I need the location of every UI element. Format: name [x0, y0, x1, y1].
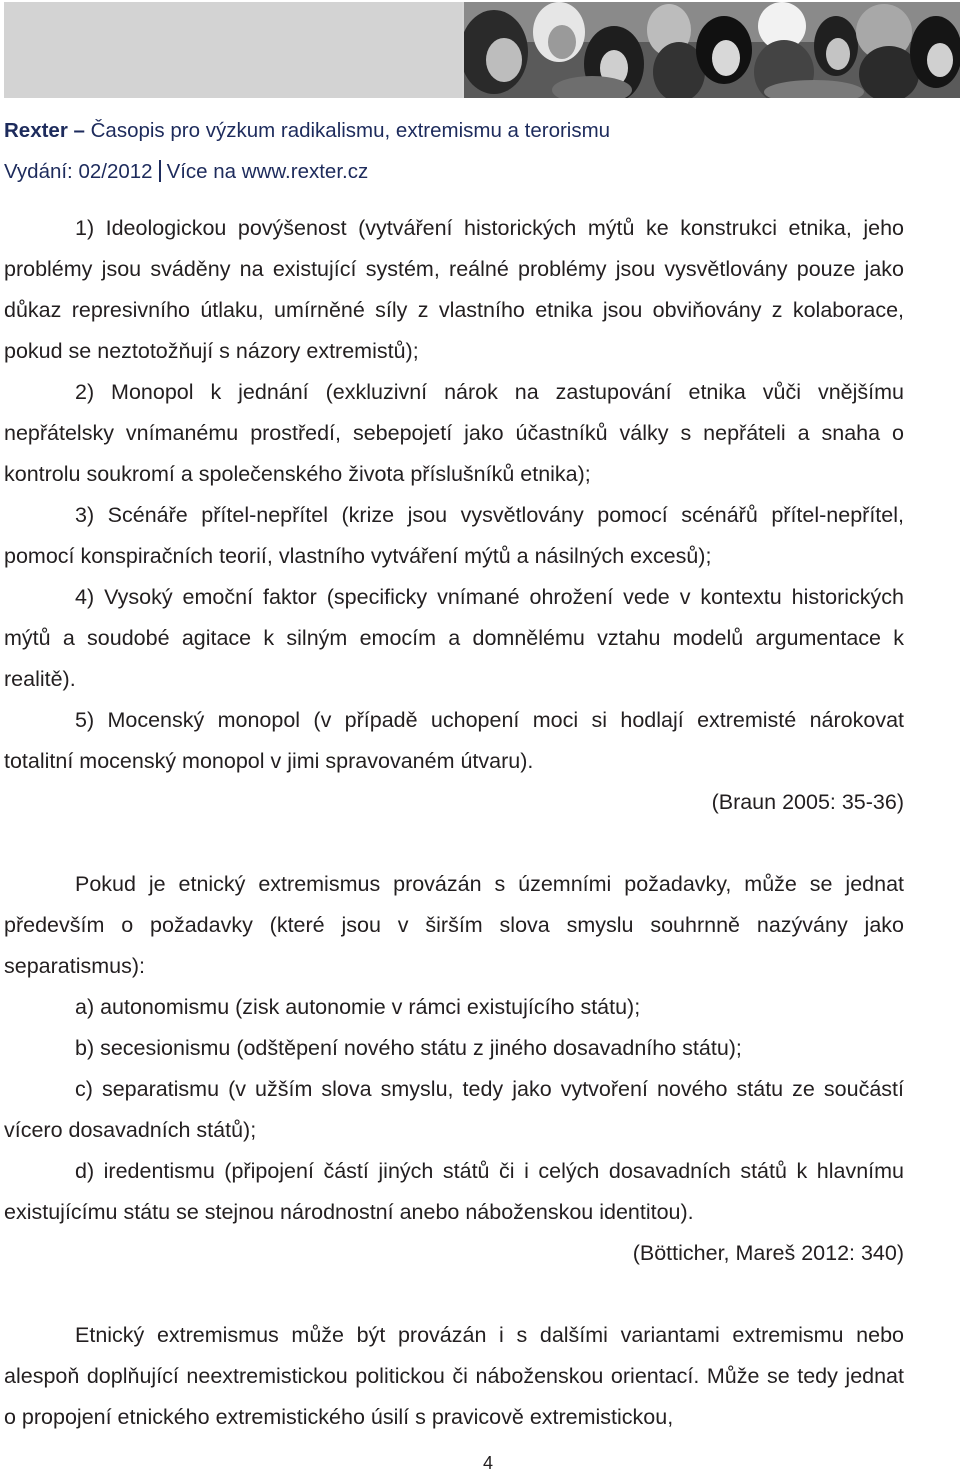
issue-line	[4, 151, 904, 192]
list-item-5: 5) Mocenský monopol (v případě uchopení moci si hodlají extremisté nárokovat totalitní mocenský monopol v jimi spravovaném útvaru).	[4, 708, 904, 773]
list-item-1: 1) Ideologickou povýšenost (vytváření historických mýtů ke konstrukci etnika, jeho problémy jsou sváděny na existující systém, reálné problémy jsou vysvětlovány pouze jako důkaz represivního útlaku, umírněné síly z vlastního etnika jsou obviňovány z kolaborace, pokud se neztotožňují s názory extremistů);	[4, 216, 904, 363]
list-item-d: d) iredentismu (připojení částí jiných států či i celých dosavadních států k hlavnímu existujícímu státu se stejnou národnostní anebo náboženskou identitou).	[4, 1159, 904, 1224]
list-item-a: a) autonomismu (zisk autonomie v rámci existujícího státu);	[75, 995, 641, 1019]
issue-label: Vydání: 02/2012	[4, 160, 153, 183]
masthead	[4, 110, 904, 192]
header-banner	[4, 2, 960, 98]
banner-grey-panel	[4, 2, 462, 98]
spacer	[4, 823, 904, 864]
crowd-photo	[464, 2, 960, 98]
spacer	[4, 1274, 904, 1315]
journal-title-line	[4, 110, 904, 151]
paragraph-ethnic-extremism: Etnický extremismus může být provázán i s dalšími variantami extremismu nebo alespoň doplňující neextremistickou politickou či náboženskou orientací. Může se tedy jednat o propojení etnického extremistického úsilí s pravicově extremistickou,	[4, 1323, 904, 1429]
list-item-3: 3) Scénáře přítel-nepřítel (krize jsou vysvětlovány pomocí scénářů přítel-nepřítel, pomocí konspiračních teorií, vlastního vytváření mýtů a násilných excesů);	[4, 503, 904, 568]
separator-bar	[159, 160, 161, 182]
more-at-link[interactable]: Více na www.rexter.cz	[166, 160, 369, 183]
list-item-4: 4) Vysoký emoční faktor (specificky vnímané ohrožení vede v kontextu historických mýtů a soudobé agitace k silným emocím a domnělému vztahu modelů argumentace k realitě).	[4, 585, 904, 691]
citation-braun: (Braun 2005: 35-36)	[711, 790, 904, 814]
list-item-c: c) separatismu (v užším slova smyslu, tedy jako vytvoření nového státu ze součástí vícero dosavadních států);	[4, 1077, 904, 1142]
journal-dash: –	[67, 119, 91, 142]
page-number: 4	[482, 1453, 493, 1473]
journal-name: Rexter	[4, 119, 68, 142]
list-item-2: 2) Monopol k jednání (exkluzivní nárok na zastupování etnika vůči vnějšímu nepřátelsky vnímanému prostředí, sebepojetí jako účastníků války s nepřáteli a snaha o kontrolu soukromí a společenského života příslušníků etnika);	[4, 380, 904, 486]
article-body	[4, 208, 904, 1438]
journal-subtitle: Časopis pro výzkum radikalismu, extremismu a terorismu	[90, 119, 611, 142]
paragraph-separatism: Pokud je etnický extremismus provázán s územními požadavky, může se jednat především o požadavky (které jsou v širším slova smyslu souhrnně nazývány jako separatismus):	[4, 872, 904, 978]
list-item-b: b) secesionismu (odštěpení nového státu z jiného dosavadního státu);	[75, 1036, 742, 1060]
citation-botticher: (Bötticher, Mareš 2012: 340)	[632, 1241, 904, 1265]
